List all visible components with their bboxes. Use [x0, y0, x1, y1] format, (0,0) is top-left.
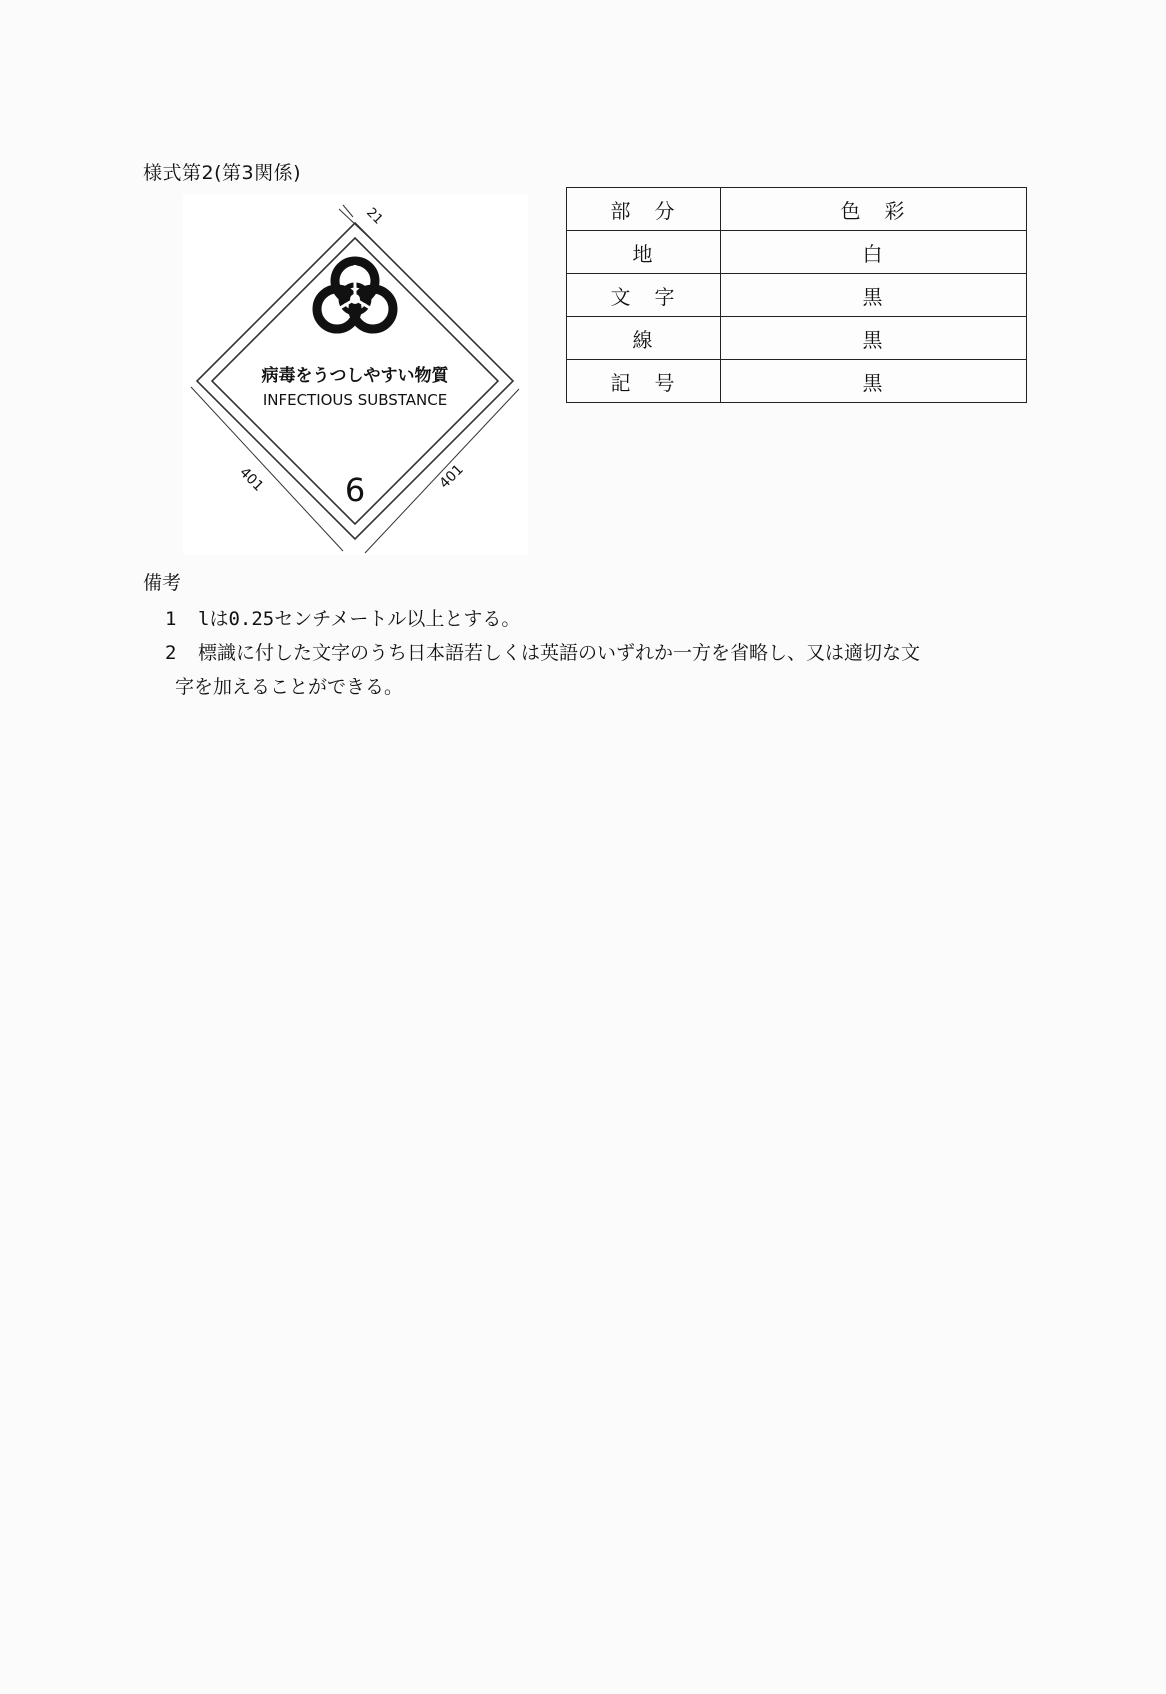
table-row — [567, 317, 1027, 360]
row-part: 地 — [567, 231, 721, 274]
remark-item — [165, 602, 520, 636]
header-color: 色 彩 — [721, 188, 1027, 231]
remark-number: 1 — [165, 608, 177, 630]
row-color: 黒 — [721, 360, 1027, 403]
dimension-inner-label: 21 — [363, 205, 386, 228]
row-color: 黒 — [721, 274, 1027, 317]
header-part: 部 分 — [567, 188, 721, 231]
remark-number: 2 — [165, 642, 177, 664]
form-title: 様式第2(第3関係) — [143, 162, 302, 184]
label-english-text: INFECTIOUS SUBSTANCE — [262, 391, 448, 409]
table-row — [567, 231, 1027, 274]
dimension-right-label: 401 — [436, 461, 467, 492]
remarks-heading: 備考 — [143, 572, 182, 594]
row-part: 線 — [567, 317, 721, 360]
dimension-left — [191, 387, 343, 551]
table-row — [567, 360, 1027, 403]
biohazard-icon — [317, 261, 393, 329]
label-diagram — [183, 195, 528, 555]
class-number: 6 — [344, 471, 366, 509]
remark-item — [165, 636, 1025, 704]
row-color: 白 — [721, 231, 1027, 274]
row-part: 記 号 — [567, 360, 721, 403]
table-header-row — [567, 188, 1027, 231]
color-table — [566, 187, 1027, 403]
label-japanese-text: 病毒をうつしやすい物質 — [261, 366, 449, 386]
dimension-right — [365, 389, 519, 553]
remark-text-line2: 字を加えることができる。 — [175, 676, 404, 698]
dimension-top — [339, 205, 385, 245]
infectious-substance-label-figure — [183, 195, 528, 555]
remark-text: lは0.25センチメートル以上とする。 — [198, 608, 521, 630]
row-color: 黒 — [721, 317, 1027, 360]
row-part: 文 字 — [567, 274, 721, 317]
remark-text-line1: 標識に付した文字のうち日本語若しくは英語のいずれか一方を省略し、又は適切な文 — [198, 642, 921, 664]
dimension-left-label: 401 — [236, 464, 267, 495]
table-row — [567, 274, 1027, 317]
